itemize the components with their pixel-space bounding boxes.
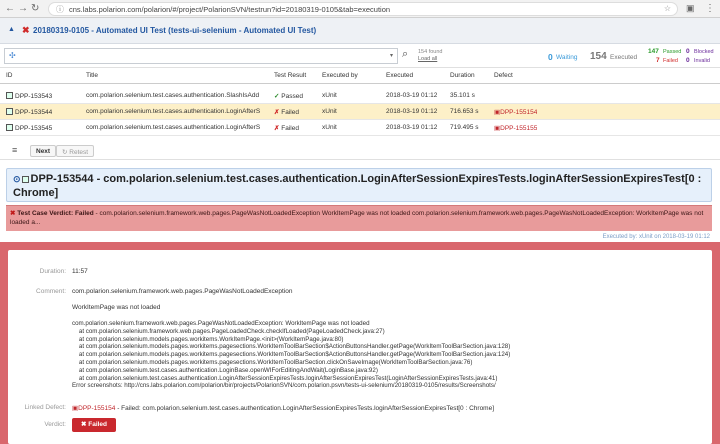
row-executed-by: xUnit [322, 124, 337, 131]
col-defect[interactable]: Defect [494, 72, 513, 79]
testcase-icon [6, 124, 13, 131]
invalid-label: Invalid [694, 58, 710, 64]
test-case-detail-header [6, 168, 712, 202]
retest-button[interactable]: ↻ Retest [56, 145, 94, 157]
col-duration[interactable]: Duration [450, 72, 475, 79]
menu-icon[interactable]: ≡ [12, 145, 18, 155]
execution-toolbar [0, 142, 720, 160]
collapse-icon[interactable]: ▲ [8, 26, 15, 33]
bookmark-star-icon[interactable]: ☆ [663, 4, 671, 13]
waiting-label: Waiting [556, 54, 578, 61]
stack-trace: com.polarion.selenium.framework.web.pages.PageWasNotLoadedException: WorkItemPage was not loaded at com.polarion.selenium.framework.web.pages.PageLoadedCheck.checkIfLoaded(PageLoadedCheck.java:27) at com.polarion.selenium.models.pages.workitems.WorkItemPage.<init>(WorkItemPage.java:80) at com.polarion.selenium.models.pages.workitems.pagesections.WorkItemToolBarSection$ActionButtonsHandler.getPage(WorkItemToolBarSection.java:128) at com.polarion.selenium.models.pages.workitems.pagesections.WorkItemToolBarSection$ActionButtonsHandler.getPage(WorkItemToolBarSection.java:124) at com.polarion.selenium.models.pages.workitems.pagesections.WorkItemToolBarSection.clickOnSaveImage(WorkItemToolBarSection.java:76) at com.polarion.selenium.test.cases.authentication.LoginBase.openWIForEditingAndWait(LoginBase.java:92) at com.polarion.selenium.test.cases.authentication.LoginAfterSessionExpiresTests.loginAfterSessionExpiresTest(LoginAfterSessionExpiresTests.java:41) Error screenshots: http://cns.labs.polarion.com/polarion/bir/projects/PolarionSVN/com.polarion.psvn/tests-ui-selenium/20180319-0105/results/Screenshots/ [72, 320, 511, 390]
row-duration: 35.101 s [450, 92, 475, 99]
table-header [0, 68, 720, 84]
passed-count[interactable]: 147 [648, 48, 659, 55]
browser-address-bar [0, 0, 720, 18]
row-duration: 719.495 s [450, 124, 479, 131]
defect-icon: ▣ [494, 109, 501, 116]
col-title[interactable]: Title [86, 72, 99, 79]
executed-by-info: Executed by: xUnit on 2018-03-19 01:12 [602, 234, 710, 240]
row-result: ✓ Passed [274, 93, 303, 100]
table-row[interactable] [0, 88, 720, 104]
invalid-count[interactable]: 0 [686, 57, 690, 64]
table-row-selected[interactable] [0, 104, 720, 120]
test-run-title-bar [0, 18, 720, 44]
table-row[interactable] [0, 120, 720, 136]
failed-icon: ✖ [80, 421, 87, 428]
row-title: com.polarion.selenium.test.cases.authentication.SlashIsAdd [86, 92, 260, 99]
refresh-icon[interactable]: ⊙ [13, 174, 21, 184]
row-executed: 2018-03-19 01:12 [386, 108, 438, 115]
duration-value: 11:57 [72, 268, 88, 275]
info-icon: ⓘ [56, 5, 64, 14]
blocked-count[interactable]: 0 [686, 48, 690, 55]
passed-icon: ✓ [274, 93, 280, 100]
forward-icon[interactable]: → [18, 3, 28, 14]
row-defect-link[interactable]: ▣DPP-155155 [494, 125, 538, 132]
query-input[interactable] [4, 48, 398, 64]
extension-icon[interactable]: ▣ [686, 3, 695, 13]
retest-icon: ↻ [62, 149, 68, 156]
row-executed: 2018-03-19 01:12 [386, 92, 438, 99]
load-all-link[interactable]: Load all [418, 56, 438, 62]
url-text: cns.labs.polarion.com/polarion/#/project/PolarionSVN/testrun?id=20180319-0105&tab=execution [69, 5, 391, 14]
row-executed: 2018-03-19 01:12 [386, 124, 438, 131]
verdict-failed-button[interactable]: ✖ Failed [72, 418, 116, 432]
blocked-label: Blocked [694, 49, 714, 55]
testcase-icon [6, 108, 13, 115]
row-defect-link[interactable]: ▣DPP-155154 [494, 109, 538, 116]
comment-line-2: WorkItemPage was not loaded [72, 304, 161, 311]
detail-title: ⊙ DPP-153544 - com.polarion.selenium.test.cases.authentication.LoginAfterSessionExpiresTests.loginAfterSessionExpiresTest[0 : Chrome] [13, 173, 702, 199]
row-result: ✗ Failed [274, 109, 299, 116]
failed-icon: ✗ [274, 109, 280, 116]
search-icon[interactable]: ⌕ [402, 48, 409, 60]
row-result: ✗ Failed [274, 125, 299, 132]
testcase-icon [22, 176, 29, 183]
row-id: DPP-153544 [6, 108, 52, 116]
row-id: DPP-153543 [6, 92, 52, 100]
col-executed[interactable]: Executed [386, 72, 414, 79]
col-test-result[interactable]: Test Result [274, 72, 307, 79]
linked-defect-label: Linked Defect: [24, 404, 66, 411]
col-id[interactable]: ID [6, 72, 13, 79]
failed-count[interactable]: 7 [656, 57, 660, 64]
browser-menu-icon[interactable]: ⋮ [705, 3, 715, 14]
passed-label: Passed [663, 49, 682, 55]
comment-line-1: com.polarion.selenium.framework.web.pages.PageWasNotLoadedException [72, 288, 293, 295]
duration-label: Duration: [39, 268, 66, 275]
executed-label: Executed [610, 54, 638, 61]
test-run-title: 20180319-0105 - Automated UI Test (tests-ui-selenium - Automated UI Test) [33, 26, 317, 35]
search-row [0, 44, 720, 68]
failed-icon: ✖ [10, 210, 16, 217]
linked-defect-link[interactable]: DPP-155154 [78, 405, 116, 412]
row-id: DPP-153545 [6, 124, 52, 132]
row-title: com.polarion.selenium.test.cases.authentication.LoginAfterS [86, 124, 261, 131]
row-title: com.polarion.selenium.test.cases.authentication.LoginAfterS [86, 108, 261, 115]
query-builder-icon[interactable]: ✣ [9, 51, 16, 60]
failed-icon: ✗ [274, 125, 280, 132]
failed-label: Failed [663, 58, 678, 64]
col-executed-by[interactable]: Executed by [322, 72, 358, 79]
reload-icon[interactable]: ↻ [31, 3, 40, 14]
verdict-label: Verdict: [44, 421, 66, 428]
url-field[interactable] [48, 2, 678, 16]
row-executed-by: xUnit [322, 92, 337, 99]
row-duration: 716.653 s [450, 108, 479, 115]
waiting-count[interactable]: 0 [548, 52, 553, 62]
testcase-icon [6, 92, 13, 99]
row-executed-by: xUnit [322, 108, 337, 115]
executed-count[interactable]: 154 [590, 51, 607, 62]
linked-defect: ▣DPP-155154 - Failed: com.polarion.selenium.test.cases.authentication.LoginAfterSessionExpiresTests.loginAfterSessionExpiresTest[0 : Chrome] [72, 405, 495, 412]
verdict-summary-bar [6, 205, 712, 231]
verdict-summary: ✖ Test Case Verdict: Failed - com.polarion.selenium.framework.web.pages.PageWasNotLoadedException WorkItemPage was not loaded com.polarion.selenium.framework.web.pages.PageWasNotLoadedException: WorkItemPage was not loaded a... [10, 210, 704, 226]
defect-icon: ▣ [494, 125, 501, 132]
next-button[interactable]: Next [30, 145, 56, 157]
dropdown-icon[interactable]: ▾ [389, 53, 393, 59]
back-icon[interactable]: ← [5, 3, 15, 14]
found-count: 154 found [418, 49, 443, 55]
defect-icon: ▣ [72, 405, 79, 412]
comment-label: Comment: [36, 288, 66, 295]
failed-status-icon: ✖ [22, 25, 30, 35]
